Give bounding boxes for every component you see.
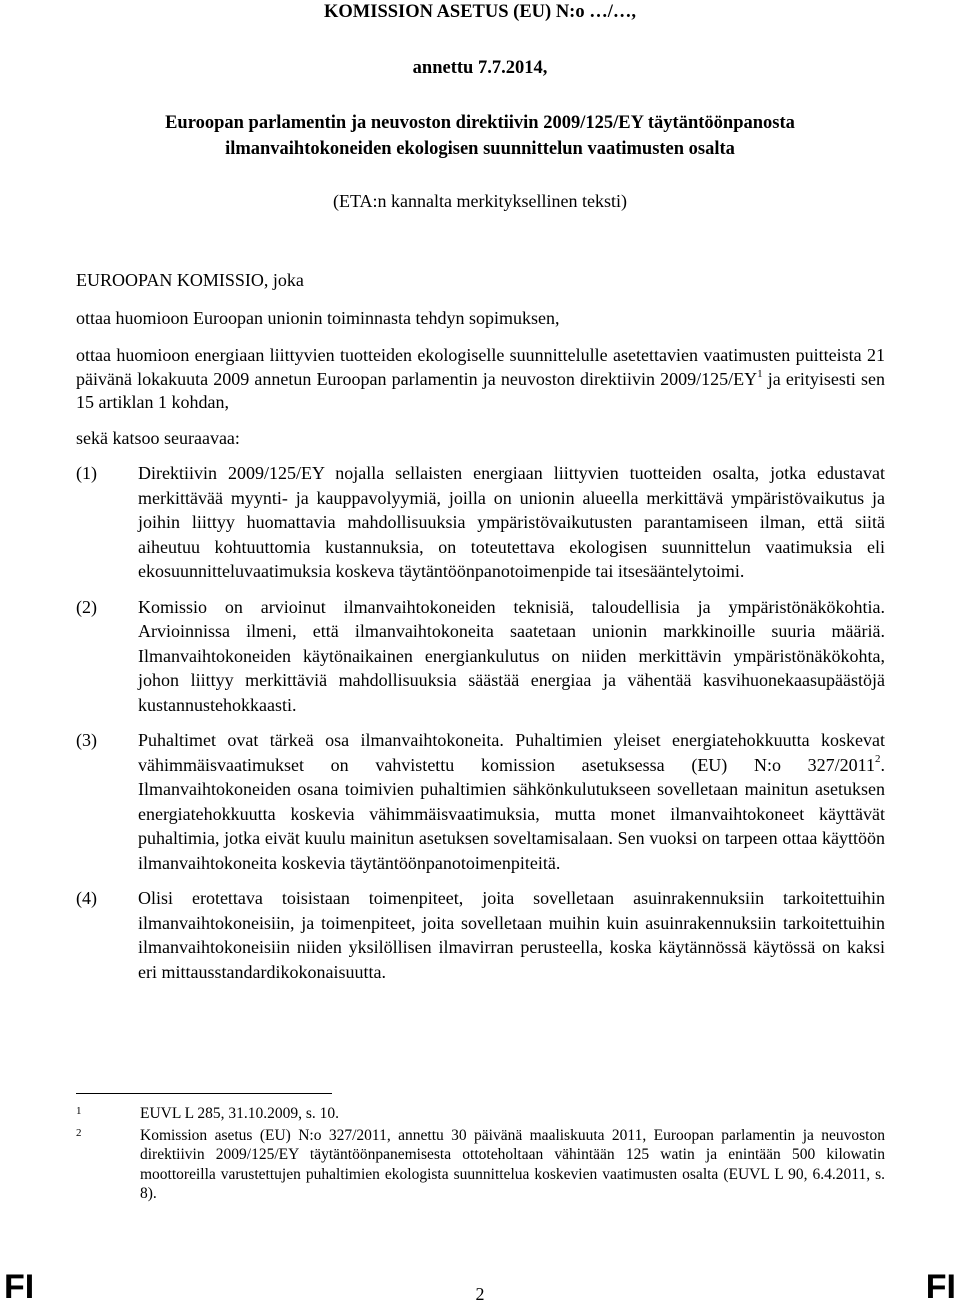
- recital-number: (2): [76, 596, 97, 617]
- footnote-number: 2: [76, 1126, 82, 1139]
- recitals-list: [76, 461, 885, 995]
- recital-2: [76, 595, 885, 718]
- language-code-right: FI: [925, 1268, 956, 1306]
- commission-line: EUROOPAN KOMISSIO, joka: [76, 270, 304, 290]
- having-regard-treaty: ottaa huomioon Euroopan unionin toiminnasta tehdyn sopimuksen,: [76, 308, 560, 328]
- footnote-2: [76, 1126, 885, 1204]
- whereas-line: sekä katsoo seuraavaa:: [76, 428, 240, 448]
- footnote-text: Komission asetus (EU) N:o 327/2011, annettu 30 päivänä maaliskuuta 2011, Euroopan parlamentin ja neuvoston direktiivin 2009/125/EY täytäntöönpanemisesta ottoteholtaan vähintään 125 watin ja enintään 500 kilowatin moottoreilla varustettujen puhaltimien ekologista suunnittelua koskevien vaatimusten osalta (EUVL L 90, 6.4.2011, s. 8).: [140, 1126, 885, 1202]
- recital-text-part-a: Puhaltimet ovat tärkeä osa ilmanvaihtokoneita. Puhaltimien yleiset energiatehokkuutta koskevat vähimmäisvaatimukset on vahvistettu komission asetuksessa (EU) N:o 327/2011: [138, 730, 885, 775]
- having-regard-directive: [76, 344, 885, 415]
- having-regard-directive-tail: ja erityisesti sen 15 artiklan 1 kohdan,: [76, 368, 885, 412]
- regulation-title: KOMISSION ASETUS (EU) N:o …/…,: [324, 2, 636, 22]
- regulation-subtitle: [60, 110, 900, 162]
- recital-text-part-b: . Ilmanvaihtokoneiden osana toimivien puhaltimien sähkönkulutukseen sovelletaan mainitun asetuksen energiatehokkuutta koskevia vähimmäisvaatimuksia, mutta monet ilmanvaihtokoneet käyttävät puhaltimia, jotka eivät kuulu mainitun asetuksen soveltamisalaan. Sen vuoksi on tarpeen ottaa käyttöön ilmanvaihtokoneita koskevia täytäntöönpanotoimenpiteitä.: [138, 754, 885, 873]
- footnote-ref-2[interactable]: 2: [875, 752, 881, 765]
- regulation-date: annettu 7.7.2014,: [412, 58, 548, 78]
- recital-text: Direktiivin 2009/125/EY nojalla sellaisten energiaan liittyvien tuotteiden osalta, jotka edustavat merkittävää myynti- ja kauppavolyymiä, joilla on unionin alueella merkittävä ympäristövaikutus ja joihin liittyy huomattavia mahdollisuuksia ympäristövaikutusten parantamiseen ilman, että siitä aiheutuu kohtuuttomia kustannuksia, on toteutettava ekologisen suunnittelun vaatimuksia eli ekosuunnitteluvaatimuksia koskeva täytäntöönpanotoimenpide tai itsesääntelytoimi.: [138, 463, 885, 581]
- page-number: 2: [475, 1284, 485, 1304]
- having-regard-directive-text: ottaa huomioon energiaan liittyvien tuotteiden ekologiselle suunnittelulle asetettavien vaatimusten puitteista 21 päivänä lokakuuta 2009 annetun Euroopan parlamentin ja neuvoston direktiivin 2009/125/EY: [76, 345, 885, 389]
- recital-3: [76, 728, 885, 875]
- subtitle-line-1: Euroopan parlamentin ja neuvoston direktiivin 2009/125/EY täytäntöönpanosta: [165, 113, 795, 133]
- recital-4: [76, 886, 885, 984]
- footnote-divider: [76, 1093, 332, 1094]
- recital-1: [76, 461, 885, 584]
- footnote-1: [76, 1104, 885, 1124]
- recital-number: (3): [76, 730, 97, 750]
- footnote-number: 1: [76, 1105, 82, 1117]
- footnote-text: EUVL L 285, 31.10.2009, s. 10.: [140, 1105, 340, 1122]
- recital-text: [138, 728, 885, 875]
- subtitle-line-2: ilmanvaihtokoneiden ekologisen suunnittelun vaatimusten osalta: [225, 139, 735, 159]
- footnotes: [76, 1104, 885, 1206]
- footnote-ref-1[interactable]: 1: [757, 367, 763, 380]
- recital-number: (4): [76, 888, 97, 908]
- eea-relevance: (ETA:n kannalta merkityksellinen teksti): [333, 191, 627, 211]
- recital-text: Olisi erotettava toisistaan toimenpiteet, joita sovelletaan asuinrakennuksiin tarkoitettuihin ilmanvaihtokoneisiin, ja toimenpiteet, joita sovelletaan muihin kuin asuinrakennuksiin tarkoitettuihin ilmanvaihtokoneisiin niiden yksilöllisen ilmavirran perusteella, koska käytännössä käytössä on kaksi eri mittausstandardikokonaisuutta.: [138, 888, 885, 982]
- recital-number: (1): [76, 463, 97, 483]
- language-code-left: FI: [4, 1268, 35, 1306]
- recital-text: Komissio on arvioinut ilmanvaihtokoneiden teknisiä, taloudellisia ja ympäristönäkökohtia. Arvioinnissa ilmeni, että ilmanvaihtokoneita saatetaan unionin markkinoille suuria määriä. Ilmanvaihtokoneiden käytönaikainen energiankulutus on niiden merkittävin ympäristönäkökohta, johon liittyy merkittäviä mahdollisuuksia säästää energiaa ja vähentää kasvihuonekaasupäästöjä kustannustehokkaasti.: [138, 596, 885, 715]
